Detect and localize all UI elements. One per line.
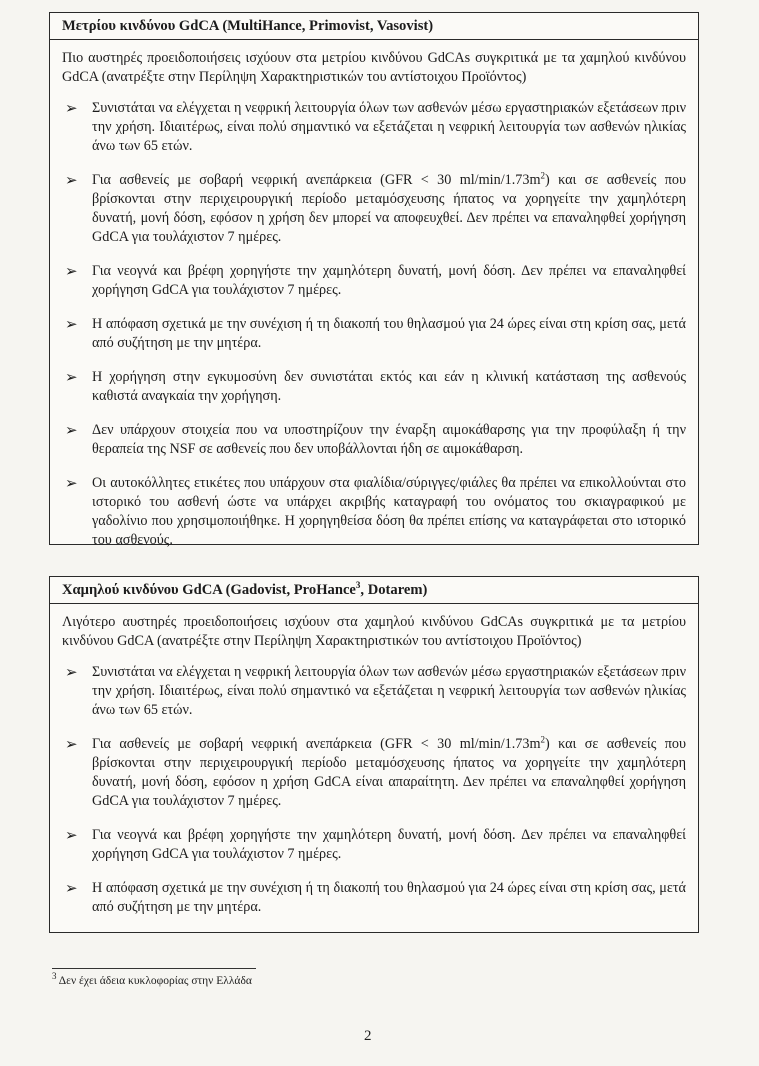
low-risk-title-text: Χαμηλού κινδύνου GdCA (Gadovist, ProHance <box>62 582 356 598</box>
arrow-bullet-icon: ➢ <box>65 368 78 386</box>
bullet-text: Για ασθενείς με σοβαρή νεφρική ανεπάρκεια (GFR < 30 ml/min/1.73m <box>92 172 541 188</box>
bullet-text: Για νεογνά και βρέφη χορηγήστε την χαμηλότερη δυνατή, μονή δόση. Δεν πρέπει να επαναληφθεί χορήγηση GdCA για τουλάχιστον 7 ημέρες. <box>92 827 686 862</box>
arrow-bullet-icon: ➢ <box>65 171 78 189</box>
list-item <box>62 368 686 406</box>
bullet-text: Η χορήγηση στην εγκυμοσύνη δεν συνιστάται εκτός και εάν η κλινική κατάσταση της ασθενούς καθιστά αναγκαία την χορήγηση. <box>92 369 686 404</box>
bullet-text: ) και σε ασθενείς που βρίσκονται στην περιχειρουργική περίοδο μεταμόσχευσης ήπατος να χορηγείτε την χαμηλότερη δυνατή, μονή δόση, εφόσον η χρήση GdCA είναι απαραίτητη. Δεν πρέπει να επαναληφθεί χορήγηση GdCA για τουλάχιστον 7 ημέρες. <box>92 736 687 809</box>
bullet-text: Για ασθενείς με σοβαρή νεφρική ανεπάρκεια (GFR < 30 ml/min/1.73m <box>92 736 541 752</box>
footnote-marker: 3 <box>52 971 57 982</box>
list-item <box>62 826 686 864</box>
bullet-text: Συνιστάται να ελέγχεται η νεφρική λειτουργία όλων των ασθενών μέσω εργαστηριακών εξετάσεων πριν την χρήση. Ιδιαιτέρως, είναι πολύ σημαντικό να εξετάζεται η νεφρική λειτουργία των ασθενών ηλικίας άνω των 65 ετών. <box>92 100 687 154</box>
arrow-bullet-icon: ➢ <box>65 663 78 681</box>
low-risk-box <box>49 576 699 933</box>
footnote-ref: 3 <box>355 580 361 591</box>
arrow-bullet-icon: ➢ <box>65 879 78 897</box>
bullet-text: Η απόφαση σχετικά με την συνέχιση ή τη διακοπή του θηλασμού για 24 ώρες είναι στη κρίση σας, μετά από συζήτηση με την μητέρα. <box>92 880 686 915</box>
list-item <box>62 735 686 811</box>
superscript: 2 <box>540 170 546 181</box>
list-item <box>62 663 686 720</box>
footnote-divider <box>52 968 256 969</box>
arrow-bullet-icon: ➢ <box>65 474 78 492</box>
list-item <box>62 879 686 917</box>
arrow-bullet-icon: ➢ <box>65 735 78 753</box>
moderate-risk-body <box>50 40 698 550</box>
bullet-text: Συνιστάται να ελέγχεται η νεφρική λειτουργία όλων των ασθενών μέσω εργαστηριακών εξετάσεων πριν την χρήση. Ιδιαιτέρως, είναι πολύ σημαντικό να εξετάζεται η νεφρική λειτουργία των ασθενών ηλικίας άνω των 65 ετών. <box>92 664 687 718</box>
footnote <box>52 971 252 987</box>
low-risk-title-text-end: , Dotarem) <box>360 582 428 598</box>
arrow-bullet-icon: ➢ <box>65 826 78 844</box>
bullet-text: Για νεογνά και βρέφη χορηγήστε την χαμηλότερη δυνατή, μονή δόση. Δεν πρέπει να επαναληφθεί χορήγηση GdCA για τουλάχιστον 7 ημέρες. <box>92 263 686 298</box>
list-item <box>62 171 686 247</box>
moderate-risk-title: Μετρίου κινδύνου GdCA (MultiHance, Primovist, Vasovist) <box>50 13 698 40</box>
list-item <box>62 99 686 156</box>
list-item <box>62 474 686 550</box>
moderate-risk-intro: Πιο αυστηρές προειδοποιήσεις ισχύουν στα μετρίου κινδύνου GdCAs συγκριτικά με τα χαμηλού κινδύνου GdCA (ανατρέξτε στην Περίληψη Χαρακτηριστικών του αντίστοιχου Προϊόντος) <box>62 50 686 85</box>
footnote-text: Δεν έχει άδεια κυκλοφορίας στην Ελλάδα <box>58 975 252 987</box>
bullet-text: Δεν υπάρχουν στοιχεία που να υποστηρίζουν την έναρξη αιμοκάθαρσης για την προφύλαξη ή την θεραπεία της NSF σε ασθενείς που δεν υποβάλλονται ήδη σε αιμοκάθαρση. <box>92 422 686 457</box>
list-item <box>62 262 686 300</box>
low-risk-body <box>50 604 698 917</box>
list-item <box>62 315 686 353</box>
page-number: 2 <box>364 1028 372 1044</box>
bullet-text: Η απόφαση σχετικά με την συνέχιση ή τη διακοπή του θηλασμού για 24 ώρες είναι στη κρίση σας, μετά από συζήτηση με την μητέρα. <box>92 316 686 351</box>
moderate-risk-box <box>49 12 699 548</box>
arrow-bullet-icon: ➢ <box>65 99 78 117</box>
bullet-text: ) και σε ασθενείς που βρίσκονται στην περιχειρουργική περίοδο μεταμόσχευσης ήπατος να χορηγείτε την χαμηλότερη δυνατή, μονή δόση, εφόσον η χρήση δεν μπορεί να αποφευχθεί. Δεν πρέπει να επαναληφθεί χορήγηση GdCA για τουλάχιστον 7 ημέρες. <box>92 172 687 245</box>
arrow-bullet-icon: ➢ <box>65 262 78 280</box>
list-item <box>62 421 686 459</box>
low-risk-title <box>50 577 698 604</box>
arrow-bullet-icon: ➢ <box>65 421 78 439</box>
arrow-bullet-icon: ➢ <box>65 315 78 333</box>
bullet-text: Οι αυτοκόλλητες ετικέτες που υπάρχουν στα φιαλίδια/σύριγγες/φιάλες θα πρέπει να επικολλούνται στο ιστορικό του ασθενή ώστε να υπάρχει ακριβής καταγραφή του ονόματος του σκιαγραφικού με γαδολίνιο που χρησιμοποιήθηκε. Η χορηγηθείσα δόση θα πρέπει επίσης να καταγράφεται στο ιστορικό του ασθενούς. <box>92 475 686 548</box>
superscript: 2 <box>540 734 546 745</box>
low-risk-intro: Λιγότερο αυστηρές προειδοποιήσεις ισχύουν στα χαμηλού κινδύνου GdCAs συγκριτικά με τα μετρίου κινδύνου GdCA (ανατρέξτε στην Περίληψη Χαρακτηριστικών του αντίστοιχου Προϊόντος) <box>62 614 686 649</box>
